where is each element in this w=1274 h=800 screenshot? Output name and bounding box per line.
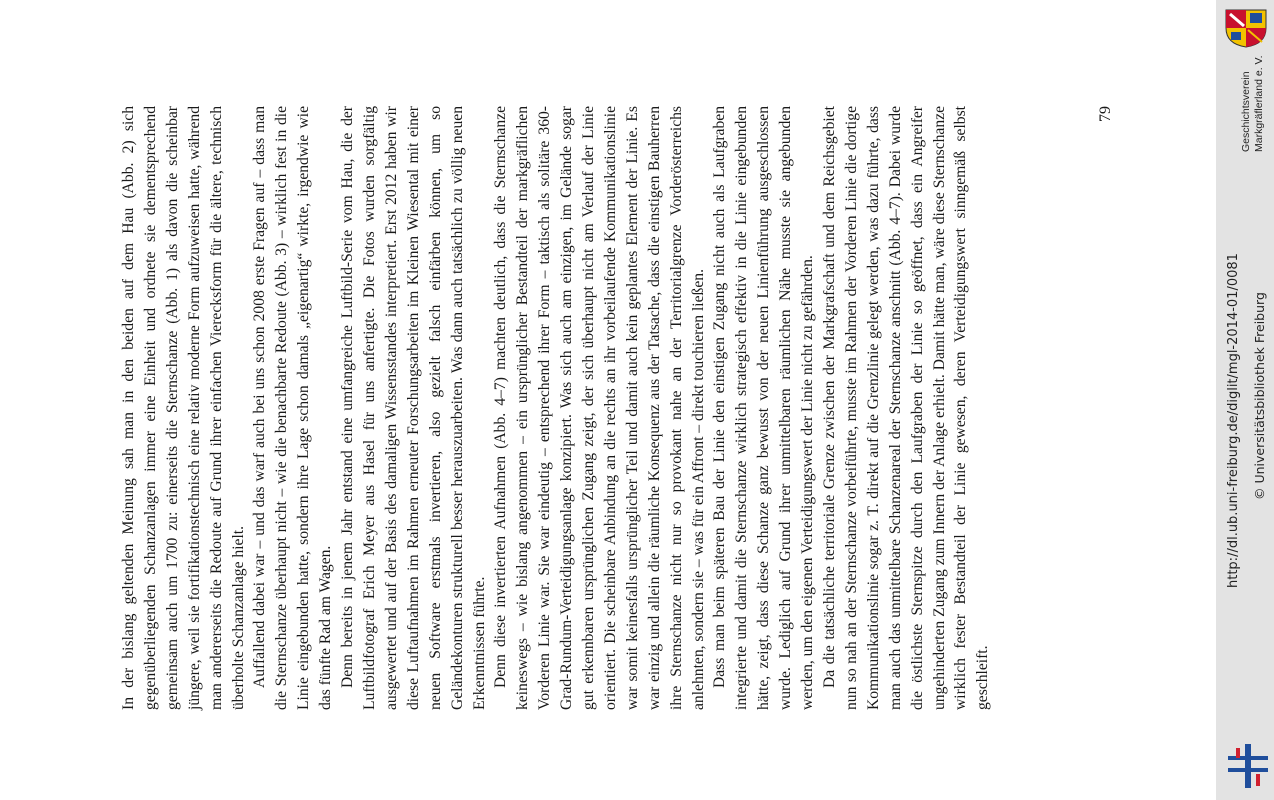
society-line-2: Markgräflerland e. V.	[1253, 55, 1265, 152]
paragraph-6: Da die tatsächliche territoriale Grenze zwischen der Markgrafschaft und dem Reichsgebiet nun so nah an der Sternschanze vorbeiführte, musste im Rahmen der Vorderen Linie die dortige Kommunikationslinie sogar z. T. direkt auf die Grenzlinie gelegt werden, was dazu führte, dass man auch das unmittelbare Schanzenareal der Sternschanze anschnitt (Abb. 4–7). Dabei wurde die östlichste Sternspitze durch den Laufgraben der Linie so geöffnet, dass ein Angreifer ungehinderten Zugang zum Innern der Anlage erhielt. Damit hätte man, wäre diese Sternschanze wirklich fester Bestandteil der Linie gewesen, deren Verteidigungswert sinngemäß selbst geschleift.	[821, 106, 992, 710]
page-number: 79	[1097, 106, 1114, 122]
source-url-link[interactable]: http://dl.ub.uni-freiburg.de/diglit/mgl-2014-01/0081	[1226, 253, 1241, 588]
paragraph-3: Denn bereits in jenem Jahr entstand eine umfangreiche Luftbild-Serie vom Hau, die der Luftbildfotograf Erich Meyer aus Hasel für uns anfertigte. Die Fotos wurden sorgfältig ausgewertet und auf der Basis des damaligen Wissensstandes interpretiert. Erst 2012 haben wir diese Luftaufnahmen im Rahmen erneuter Forschungsarbeiten im Kleinen Wiesental mit einer neuen Software erstmals invertieren, also gezielt falsch einfärben können, um so Geländekonturen strukturell besser herauszuarbeiten. Was dann auch tatsächlich zu völlig neuen Erkenntnissen führte.	[339, 106, 488, 710]
rotated-book-page	[118, 106, 1118, 710]
paragraph-5: Dass man beim späteren Bau der Linie den einstigen Zugang nicht auch als Laufgraben integrierte und damit die Sternschanze wirklich strategisch effektiv in die Linie eingebunden hätte, zeigt, dass diese Schanze ganz bewusst von der neuen Linienführung ausgeschlossen wurde. Lediglich auf Grund ihrer unmittelbaren räumlichen Nähe musste sie angebunden werden, um den eigenen Verteidigungswert der Linie nicht zu gefährden.	[711, 106, 817, 710]
copyright-notice: © Universitätsbibliothek Freiburg	[1252, 292, 1267, 500]
paragraph-1: In der bislang geltenden Meinung sah man in den beiden auf dem Hau (Abb. 2) sich gegenüberliegenden Schanzanlagen immer eine Einheit und ordnete sie dementsprechend gemeinsam auch um 1700 zu: einerseits die Sternschanze (Abb. 1) als davon die scheinbar jüngere, weil sie fortifikationstechnisch eine relativ moderne Form aufzuweisen hatte, während man andererseits die Redoute auf Grund ihrer einfachen Vierecksform für die ältere, technisch überholte Schanzanlage hielt.	[120, 106, 247, 710]
society-line-1: Geschichtsverein	[1240, 71, 1252, 152]
paragraph-4: Denn diese invertierten Aufnahmen (Abb. 4–7) machten deutlich, dass die Sternschanze keineswegs – wie bislang angenommen – ein ursprünglicher Bestandteil der markgräflichen Vorderen Linie war. Sie war eindeutig – entsprechend ihrer Form – taktisch als solitäre 360-Grad-Rundum-Verteidigungsanlage konzipiert. Was sich auch am einzigen, im Gelände sogar gut erkennbaren ursprünglichen Zugang zeigt, der sich überhaupt nicht am Verlauf der Linie orientiert. Die scheinbare Anbindung an die rechts an ihr vorbeilaufende Kommunikationslinie war somit keinesfalls ursprünglicher Teil und damit auch kein geplantes Element der Linie. Es war einzig und allein die räumliche Konsequenz aus der Tatsache, dass die einstigen Bauherren ihre Sternschanze nicht nur so provokant nahe an der Territorialgrenze Vorderösterreichs anlehnten, sondern sie – was für ein Affront – direkt touchieren ließen.	[492, 106, 707, 710]
paragraph-2: Auffallend dabei war – und das warf auch bei uns schon 2008 erste Fragen auf – dass man die Sternschanze überhaupt nicht – wie die benachbarte Redoute (Abb. 3) – wirklich fest in die Linie eingebunden hatte, sondern ihre Lage schon damals „eigenartig“ wirkte, irgendwie wie das fünfte Rad am Wagen.	[251, 106, 335, 710]
document-body	[118, 106, 994, 710]
ub-freiburg-logo-icon	[1228, 740, 1268, 792]
coat-of-arms-icon	[1224, 8, 1268, 48]
society-name	[1240, 56, 1266, 153]
page-number-wrap	[1097, 100, 1117, 140]
